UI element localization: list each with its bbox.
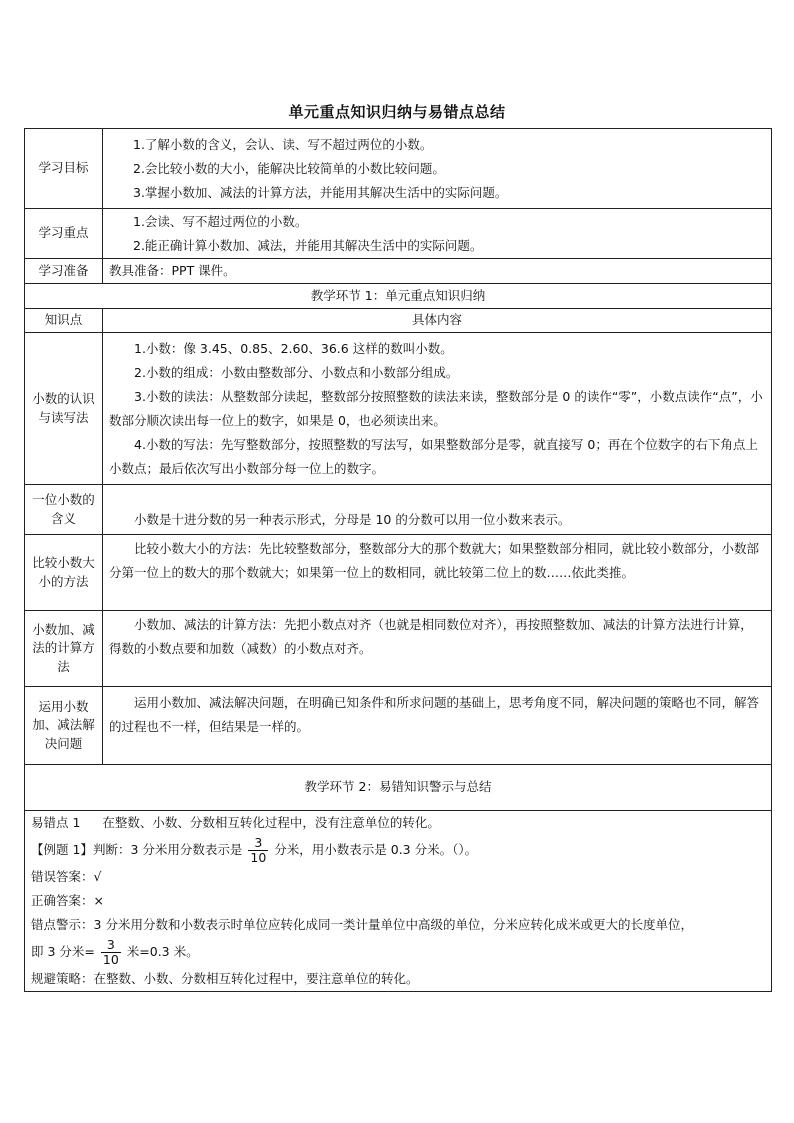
knowledge-paragraph: 运用小数加、减法解决问题，在明确已知条件和所求问题的基础上，思考角度不同，解决问题的策略也不同，解答的过程也不一样，但结果是一样的。 (109, 695, 760, 734)
goals-row (25, 129, 772, 209)
fraction-numerator: 3 (248, 836, 268, 851)
knowledge-paragraph: 2.小数的组成：小数由整数部分、小数点和小数部分组成。 (134, 364, 459, 380)
knowledge-row (25, 485, 772, 535)
example-label: 【例题 1】 (31, 842, 93, 857)
section1-heading: 教学环节 1：单元重点知识归纳 (25, 284, 772, 309)
section2-heading: 教学环节 2：易错知识警示与总结 (25, 765, 772, 811)
goal-item: 3.掌握小数加、减法的计算方法，并能用其解决生活中的实际问题。 (133, 184, 508, 200)
example-pre: 判断：3 分米用分数表示是 (92, 842, 243, 857)
knowledge-row (25, 611, 772, 687)
knowledge-row (25, 333, 772, 485)
knowledge-content (103, 687, 772, 765)
knowledge-row (25, 535, 772, 611)
warning-label: 错点警示： (31, 917, 94, 932)
focus-label: 学习重点 (25, 209, 103, 259)
fraction-denominator: 10 (102, 952, 119, 967)
wrong-answer-value: √ (93, 869, 102, 884)
goals-content (103, 129, 772, 209)
knowledge-content (103, 333, 772, 485)
knowledge-row (25, 687, 772, 765)
fraction-denominator: 10 (250, 850, 267, 865)
goals-label: 学习目标 (25, 129, 103, 209)
errors-content (25, 811, 772, 992)
lesson-table (24, 128, 772, 992)
knowledge-content (103, 535, 772, 611)
wrong-answer-label: 错误答案： (31, 869, 94, 884)
knowledge-paragraph: 4.小数的写法：先写整数部分，按照整数的写法写，如果整数部分是零，就直接写 0；再在个位数字的右下角点上小数点；最后依次写出小数部分每一位上的数字。 (109, 436, 758, 476)
error-point-label: 易错点 1 (31, 815, 81, 830)
example-question (31, 835, 765, 865)
error-point (31, 811, 765, 835)
section2-row (25, 765, 772, 811)
strategy-label: 规避策略： (31, 971, 94, 986)
knowledge-label: 比较小数大小的方法 (25, 535, 103, 611)
warning-line2-pre: 即 3 分米= (31, 944, 95, 959)
knowledge-label: 一位小数的含义 (25, 485, 103, 535)
goal-item: 1.了解小数的含义，会认、读、写不超过两位的小数。 (133, 136, 433, 152)
focus-item: 2.能正确计算小数加、减法，并能用其解决生活中的实际问题。 (133, 237, 483, 253)
focus-content (103, 209, 772, 259)
prep-row (25, 259, 772, 284)
prep-label: 学习准备 (25, 259, 103, 284)
warning-text: 3 分米用分数和小数表示时单位应转化成同一类计量单位中高级的单位，分米应转化成米或更大的长度单位， (93, 917, 693, 932)
knowledge-content (103, 485, 772, 535)
knowledge-paragraph: 1.小数：像 3.45、0.85、2.60、36.6 这样的数叫小数。 (134, 340, 453, 356)
focus-item: 1.会读、写不超过两位的小数。 (133, 213, 308, 229)
focus-row (25, 209, 772, 259)
strategy (31, 967, 765, 991)
column-header-row (25, 309, 772, 333)
fraction (248, 836, 268, 865)
warning (31, 913, 765, 937)
knowledge-paragraph: 3.小数的读法：从整数部分读起，整数部分按照整数的读法来读，整数部分是 0 的读作“零”，小数点读作“点”，小数部分顺次读出每一位上的数字，如果是 0，也必须读出来。 (109, 388, 763, 428)
fraction-numerator: 3 (101, 938, 121, 953)
goal-item: 2.会比较小数的大小，能解决比较简单的小数比较问题。 (133, 160, 445, 176)
right-answer (31, 889, 765, 913)
knowledge-paragraph: 小数是十进分数的另一种表示形式，分母是 10 的分数可以用一位小数来表示。 (134, 512, 571, 527)
example-post: 分米，用小数表示是 0.3 分米。（）。 (274, 842, 478, 857)
right-answer-label: 正确答案： (31, 893, 94, 908)
knowledge-paragraph: 小数加、减法的计算方法：先把小数点对齐（也就是相同数位对齐），再按照整数加、减法的计算方法进行计算，得数的小数点要和加数（减数）的小数点对齐。 (109, 617, 753, 656)
knowledge-label: 小数加、减法的计算方法 (25, 611, 103, 687)
knowledge-content (103, 611, 772, 687)
fraction (101, 938, 121, 967)
page-title: 单元重点知识归纳与易错点总结 (288, 103, 506, 121)
section1-row (25, 284, 772, 309)
knowledge-label: 运用小数加、减法解决问题 (25, 687, 103, 765)
warning-line2-post: 米=0.3 米。 (126, 944, 199, 959)
knowledge-label: 小数的认识与读写法 (25, 333, 103, 485)
knowledge-paragraph: 比较小数大小的方法：先比较整数部分，整数部分大的那个数就大；如果整数部分相同，就比较小数部分，小数部分第一位上的数大的那个数就大；如果第一位上的数相同，就比较第二位上的数……依此类推。 (109, 541, 760, 580)
errors-row (25, 811, 772, 992)
warning-line2 (31, 937, 765, 967)
col-header-content: 具体内容 (103, 309, 772, 333)
right-answer-value: × (93, 893, 104, 908)
error-point-text: 在整数、小数、分数相互转化过程中，没有注意单位的转化。 (102, 815, 440, 830)
col-header-knowledge: 知识点 (25, 309, 103, 333)
prep-text: 教具准备：PPT 课件。 (103, 259, 772, 284)
wrong-answer (31, 865, 765, 889)
strategy-text: 在整数、小数、分数相互转化过程中，要注意单位的转化。 (93, 971, 419, 986)
